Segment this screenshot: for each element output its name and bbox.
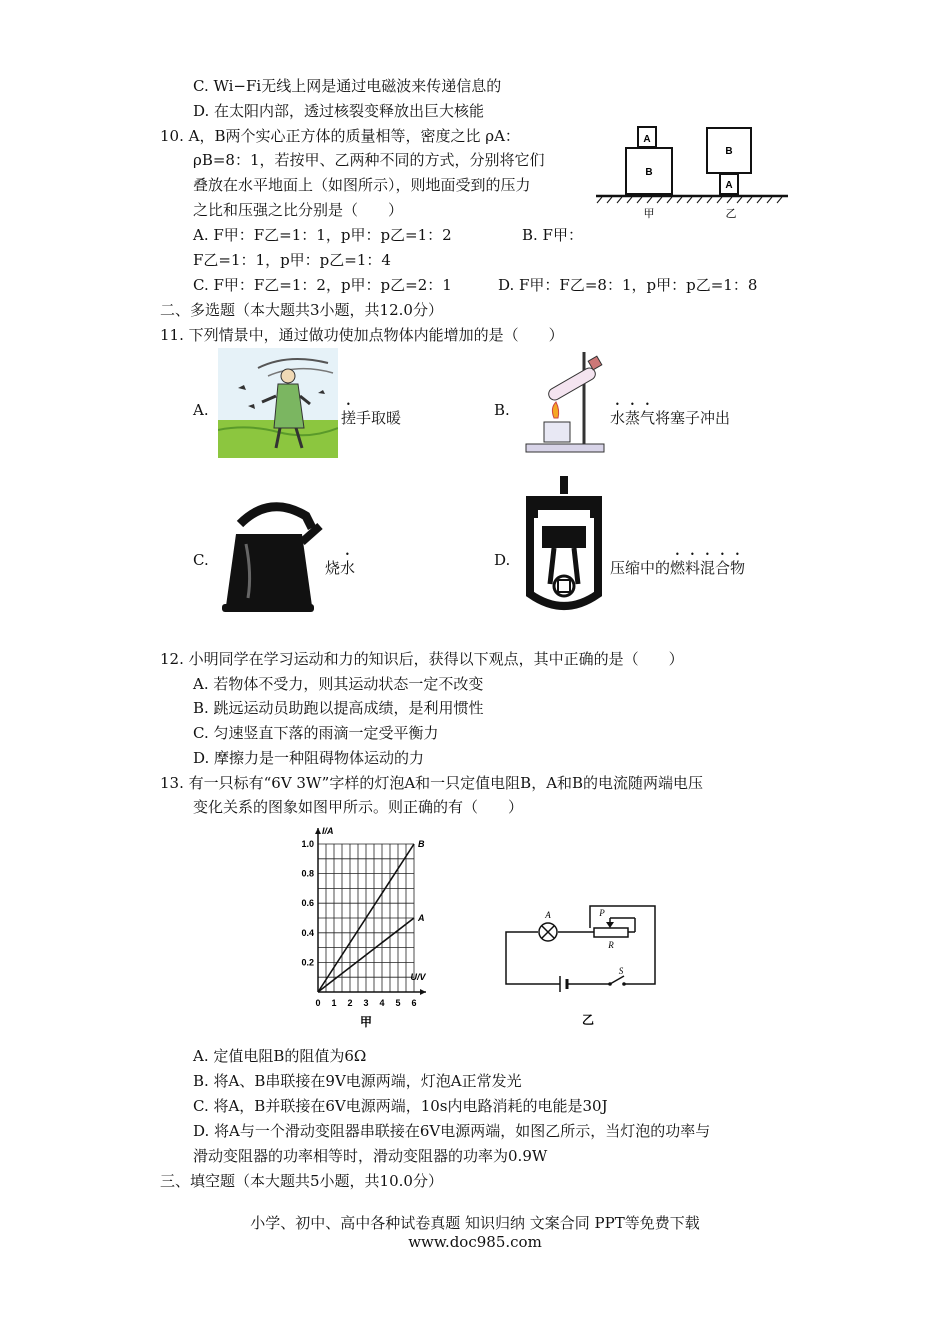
kettle-illustration: [216, 494, 324, 616]
y-axis-arrow: [315, 828, 321, 834]
rubbing-hands-illustration: [218, 348, 338, 458]
q13-stem-line2: 变化关系的图象如图甲所示。则正确的有（ ）: [193, 798, 524, 816]
q10-stem-line3: 叠放在水平地面上（如图所示），则地面受到的压力: [193, 176, 531, 194]
lamp-symbol: [539, 923, 557, 941]
rheostat-symbol: [594, 928, 628, 937]
q13-option-d-line2: 滑动变阻器的功率相等时，滑动变阻器的功率为0.9W: [193, 1147, 548, 1165]
q11-option-b-text: 水蒸气将塞子冲出: [610, 409, 731, 427]
current-voltage-chart: [292, 820, 430, 1028]
q10-option-c: C. F甲：F乙=1：2，p甲：p乙=2：1: [193, 276, 452, 294]
footer-tagline: 小学、初中、高中各种试卷真题 知识归纳 文案合同 PPT等免费下载: [250, 1214, 700, 1232]
q12-option-c: C. 匀速竖直下落的雨滴一定受平衡力: [193, 724, 439, 742]
q11-option-d-letter: D.: [494, 551, 511, 569]
jia-block-a-label: A: [643, 134, 651, 145]
q11-option-a-text: 搓手取暖: [341, 409, 402, 427]
q11-option-c-text: 烧水: [325, 559, 356, 577]
jia-block-b-label: B: [645, 167, 653, 178]
slider-label: P: [599, 908, 605, 918]
q9-option-d: D. 在太阳内部，透过核裂变释放出巨大核能: [193, 102, 485, 120]
q10-blocks-figure: [592, 122, 792, 222]
q13-option-c: C. 将A，B并联接在6V电源两端，10s内电路消耗的电能是30J: [193, 1097, 608, 1115]
q10-stem-line4: 之比和压强之比分别是（ ）: [193, 201, 404, 219]
switch-label: S: [618, 966, 624, 976]
y-tick-label: 0.2: [301, 957, 314, 968]
y-tick-label: 1.0: [301, 839, 314, 849]
q10-option-a: A. F甲：F乙=1：1，p甲：p乙=1：2: [193, 226, 452, 244]
x-axis-arrow: [420, 989, 426, 995]
q11-option-d-text: 压缩中的燃料混合物: [610, 559, 746, 577]
q13-option-b: B. 将A、B串联接在9V电源两端，灯泡A正常发光: [193, 1072, 522, 1090]
series-label-B: B: [418, 839, 425, 849]
lamp-label: A: [545, 910, 551, 920]
x-tick-label: 4: [379, 998, 385, 1008]
circuit-caption: 乙: [581, 1013, 595, 1027]
x-tick-label: 1: [331, 998, 337, 1008]
switch-symbol: [608, 976, 626, 986]
q11-option-a-letter: A.: [193, 401, 209, 419]
rheostat-label: R: [608, 940, 614, 950]
q10-option-d: D. F甲：F乙=8：1，p甲：p乙=1：8: [498, 276, 758, 294]
q11-option-b-letter: B.: [494, 401, 510, 419]
x-tick-label: 2: [347, 998, 353, 1008]
x-tick-label: 3: [363, 998, 369, 1008]
q12-option-b: B. 跳远运动员助跑以提高成绩，是利用惯性: [193, 699, 484, 717]
q10-option-b-start: B. F甲：: [522, 226, 583, 244]
q13-option-d-line1: D. 将A与一个滑动变阻器串联接在6V电源两端，如图乙所示，当灯泡的功率与: [193, 1122, 711, 1140]
q12-option-d: D. 摩擦力是一种阻碍物体运动的力: [193, 749, 425, 767]
q12-stem: 12. 小明同学在学习运动和力的知识后，获得以下观点，其中正确的是（ ）: [160, 650, 684, 668]
q10-stem-line1: 10. A，B两个实心正方体的质量相等，密度之比 ρA：: [160, 127, 520, 145]
chart-caption: 甲: [359, 1015, 373, 1028]
footer-url: www.doc985.com: [408, 1233, 542, 1251]
y-tick-label: 0.8: [301, 868, 314, 879]
x-tick-label: 6: [411, 998, 417, 1008]
x-tick-label: 5: [395, 998, 401, 1008]
battery-symbol: [560, 976, 567, 992]
slider-arrow: [606, 922, 614, 928]
y-tick-label: 0.6: [301, 898, 314, 909]
jia-label: 甲: [643, 207, 655, 220]
q11-stem: 11. 下列情景中，通过做功使加点物体内能增加的是（ ）: [160, 326, 564, 344]
yi-block-b-label: B: [725, 146, 733, 157]
section-3-heading: 三、填空题（本大题共5小题，共10.0分）: [160, 1172, 443, 1190]
engine-cylinder-illustration: [520, 474, 608, 618]
series-label-A: A: [418, 913, 425, 923]
x-tick-label: 0: [315, 998, 321, 1008]
yi-label: 乙: [725, 207, 737, 220]
y-tick-label: 0.4: [301, 927, 314, 938]
q10-option-b-end: F乙=1：1，p甲：p乙=1：4: [193, 251, 391, 269]
q13-stem-line1: 13. 有一只标有“6V 3W”字样的灯泡A和一只定值电阻B，A和B的电流随两端电压: [160, 774, 704, 792]
q11-option-c-letter: C.: [193, 551, 209, 569]
circuit-diagram: [500, 898, 660, 1028]
section-2-heading: 二、多选题（本大题共3小题，共12.0分）: [160, 301, 443, 319]
q12-option-a: A. 若物体不受力，则其运动状态一定不改变: [193, 675, 484, 693]
x-axis-label: U/V: [410, 972, 426, 982]
y-axis-label: I/A: [322, 826, 334, 836]
q10-stem-line2: ρB=8：1，若按甲、乙两种不同的方式，分别将它们: [193, 151, 545, 169]
q9-option-c: C. Wi−Fi无线上网是通过电磁波来传递信息的: [193, 77, 502, 95]
q13-option-a: A. 定值电阻B的阻值为6Ω: [193, 1047, 367, 1065]
test-tube-steam-illustration: [520, 348, 608, 458]
yi-block-a-label: A: [725, 180, 733, 191]
